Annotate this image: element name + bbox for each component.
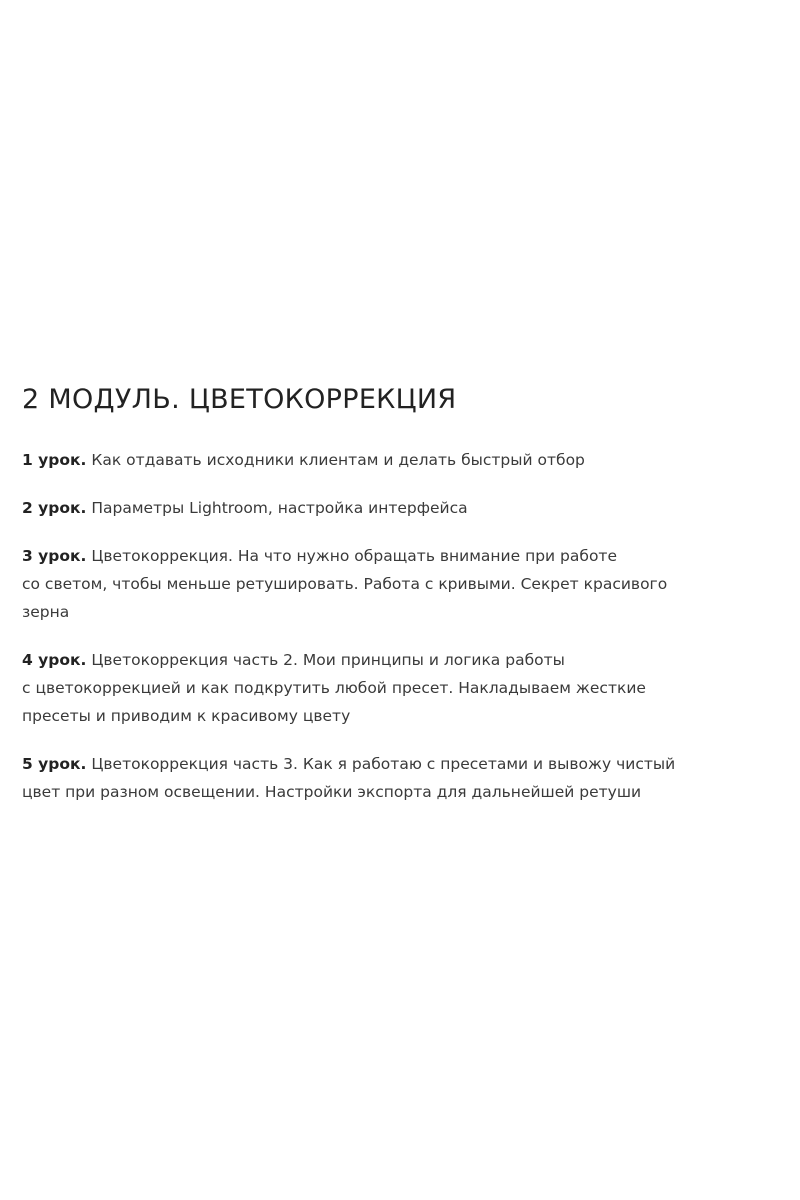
module-title: 2 МОДУЛЬ. ЦВЕТОКОРРЕКЦИЯ — [22, 384, 457, 415]
lesson-text: пресеты и приводим к красивому цвету — [22, 707, 351, 725]
lesson-text: Цветокоррекция. На что нужно обращать внимание при работе — [91, 547, 617, 565]
lesson-list — [22, 446, 782, 806]
lesson-item-1 — [22, 446, 782, 474]
lesson-text: Параметры Lightroom, настройка интерфейса — [91, 499, 468, 517]
lesson-number: 1 урок. — [22, 451, 87, 469]
module-section — [22, 376, 782, 826]
lesson-number: 3 урок. — [22, 547, 87, 565]
lesson-item-2 — [22, 494, 782, 522]
lesson-number: 5 урок. — [22, 755, 87, 773]
lesson-line — [22, 646, 782, 674]
lesson-text: Как отдавать исходники клиентам и делать быстрый отбор — [91, 451, 585, 469]
lesson-line — [22, 750, 782, 778]
lesson-line — [22, 494, 782, 522]
lesson-item-5 — [22, 750, 782, 806]
lesson-item-3 — [22, 542, 782, 626]
lesson-number: 4 урок. — [22, 651, 87, 669]
lesson-line — [22, 542, 782, 570]
lesson-text: цвет при разном освещении. Настройки экспорта для дальнейшей ретуши — [22, 783, 642, 801]
lesson-item-4 — [22, 646, 782, 730]
lesson-text: с цветокоррекцией и как подкрутить любой пресет. Накладываем жесткие — [22, 679, 646, 697]
lesson-text: Цветокоррекция часть 2. Мои принципы и логика работы — [91, 651, 565, 669]
lesson-line — [22, 446, 782, 474]
lesson-text: Цветокоррекция часть 3. Как я работаю с пресетами и вывожу чистый — [91, 755, 676, 773]
lesson-text: зерна — [22, 603, 70, 621]
lesson-number: 2 урок. — [22, 499, 87, 517]
lesson-text: со светом, чтобы меньше ретушировать. Работа с кривыми. Секрет красивого — [22, 575, 668, 593]
